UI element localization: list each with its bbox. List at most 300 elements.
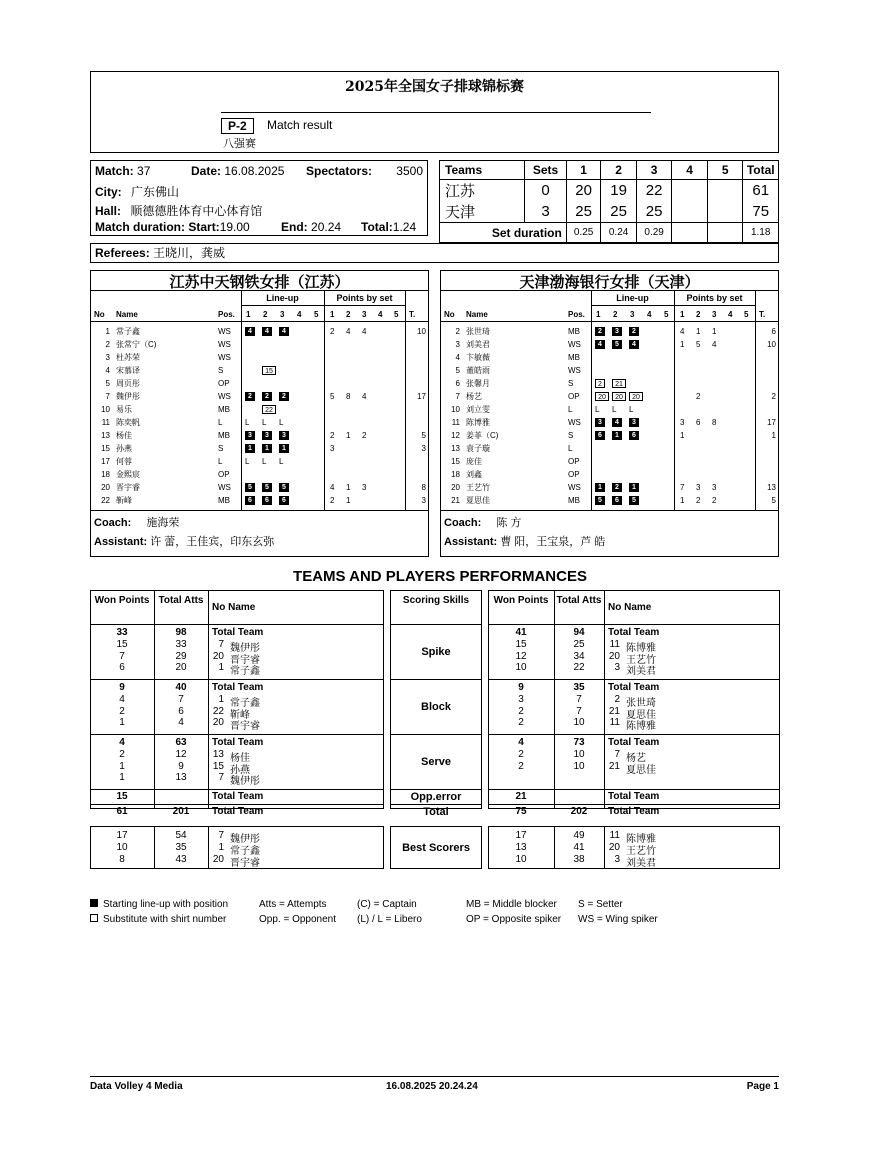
player-name: 王艺竹	[626, 845, 656, 857]
set-points: 7	[680, 483, 685, 492]
set-points: 2	[696, 392, 701, 401]
player-name: 王艺竹	[466, 483, 490, 492]
lineup-position: 6	[279, 496, 289, 505]
lineup-position: 4	[595, 340, 605, 349]
player-name: Total Team	[212, 682, 264, 693]
coach-label: Coach:	[94, 517, 132, 529]
col-lu1: 1	[596, 310, 601, 319]
col-pt1: 1	[330, 310, 335, 319]
total-atts: 7	[576, 705, 582, 717]
player-number: 18	[451, 470, 460, 479]
total-atts: 41	[573, 841, 585, 853]
total-value: 1.24	[392, 220, 417, 234]
won-points: 4	[518, 737, 524, 748]
performances-section	[90, 590, 780, 870]
player-name: 杜苏荣	[116, 353, 140, 362]
col-pos: Pos.	[568, 310, 585, 319]
set-score	[707, 180, 743, 202]
points-header: Points by set	[686, 293, 743, 303]
total-atts: 12	[175, 748, 187, 760]
player-row	[441, 495, 778, 507]
col-pt5: 5	[744, 310, 749, 319]
lineup-position: 1	[612, 431, 622, 440]
player-name: 晋宇睿	[230, 857, 260, 869]
lineup-position: 3	[595, 418, 605, 427]
skill-name-spike: Spike	[421, 646, 451, 658]
player-name: 杨艺	[466, 392, 482, 401]
end-label: End:	[281, 220, 308, 234]
won-points: 12	[515, 650, 527, 662]
col-t: T.	[409, 310, 416, 319]
set-points: 1	[696, 327, 701, 336]
total-atts: 202	[570, 806, 588, 817]
total-atts: 9	[178, 760, 184, 772]
set-points: 2	[362, 431, 367, 440]
report-subtitle: Match result	[267, 118, 333, 132]
player-name: 卞敏薇	[466, 353, 490, 362]
substitute-number: 20	[629, 392, 643, 401]
player-name: 晋宇睿	[230, 721, 260, 733]
lineup-position: 6	[629, 431, 639, 440]
lineup-position: 1	[245, 444, 255, 453]
lineup-position: 3	[629, 418, 639, 427]
set-points: 8	[712, 418, 717, 427]
total-atts: 54	[175, 830, 187, 841]
sets-won: 3	[525, 201, 567, 223]
team-name: 江苏	[440, 180, 525, 202]
player-number: 4	[455, 353, 460, 362]
team-a-assistant: 许 蕾，王佳宾，印东玄弥	[150, 536, 275, 548]
set-points: 2	[330, 431, 335, 440]
col-set5: 5	[707, 161, 743, 180]
player-total: 17	[417, 392, 426, 401]
lineup-position: 6	[262, 496, 272, 505]
col-pt2: 2	[346, 310, 351, 319]
won-points: 2	[518, 748, 524, 760]
col-name: Name	[466, 310, 488, 319]
player-number: 5	[455, 366, 460, 375]
player-total: 3	[421, 444, 426, 453]
team-b-roster	[440, 270, 779, 557]
header-no-name: No Name	[608, 602, 652, 613]
col-pt3: 3	[362, 310, 367, 319]
lineup-position: 1	[279, 444, 289, 453]
set-duration	[672, 223, 708, 243]
legend-mb: MB = Middle blocker	[466, 899, 557, 910]
player-number: 20	[101, 483, 110, 492]
won-points: 10	[515, 662, 527, 674]
player-name: 魏伊彤	[116, 392, 140, 401]
col-total: Total	[743, 161, 779, 180]
col-pos: Pos.	[218, 310, 235, 319]
substitute-number: 20	[612, 392, 626, 401]
player-name: 宋慕译	[116, 366, 140, 375]
player-row	[91, 417, 428, 429]
player-name: 刘美君	[466, 340, 490, 349]
column-divider	[208, 590, 209, 809]
player-row	[91, 482, 428, 494]
player-total: 1	[771, 431, 776, 440]
player-name: 刘立雯	[466, 405, 490, 414]
lineup-position: 2	[612, 483, 622, 492]
player-position: L	[218, 457, 223, 466]
row-divider	[390, 804, 482, 805]
substitute-number: 20	[595, 392, 609, 401]
player-name: 袁子璇	[466, 444, 490, 453]
lineup-position: 4	[629, 340, 639, 349]
libero-mark: L	[612, 405, 617, 414]
player-number: 1	[105, 327, 110, 336]
set-duration: 0.29	[636, 223, 672, 243]
row-divider	[488, 804, 780, 805]
player-position: L	[218, 418, 223, 427]
player-number: 20	[212, 717, 224, 729]
won-points: 2	[119, 705, 125, 717]
player-number: 3	[455, 340, 460, 349]
team-b-assistant: 曹 阳，王宝泉，芦 皓	[500, 536, 606, 548]
player-number: 20	[212, 650, 224, 662]
footer-page: Page 1	[746, 1081, 779, 1092]
won-points: 2	[518, 717, 524, 729]
player-total: 5	[771, 496, 776, 505]
set-points: 1	[712, 327, 717, 336]
player-name: 王艺竹	[626, 654, 656, 666]
player-number: 2	[105, 340, 110, 349]
lineup-position: 3	[262, 431, 272, 440]
best-scorers-label: Best Scorers	[402, 842, 470, 854]
team-b-name: 天津渤海银行女排（天津）	[519, 273, 700, 291]
player-row	[441, 378, 778, 390]
player-name: 陈博雅	[626, 834, 656, 845]
footer-timestamp: 16.08.2025 20.24.24	[386, 1081, 478, 1092]
player-name: 张世琦	[626, 697, 656, 709]
player-number: 12	[451, 431, 460, 440]
player-number: 11	[609, 638, 620, 650]
player-name: 何蓉	[116, 457, 132, 466]
col-set3: 3	[636, 161, 672, 180]
player-name: Total Team	[608, 737, 660, 748]
set-points: 2	[330, 327, 335, 336]
player-name: 晋宇睿	[116, 483, 140, 492]
legend-op: OP = Opposite spiker	[466, 914, 562, 925]
player-name: 周页彤	[116, 379, 140, 388]
set-points: 2	[696, 496, 701, 505]
player-name: 庞佳	[466, 457, 482, 466]
player-row	[441, 430, 778, 442]
player-row	[91, 352, 428, 364]
player-total: 10	[417, 327, 426, 336]
player-name: 孙燕	[230, 764, 250, 776]
player-name: Total Team	[212, 627, 264, 638]
lineup-position: 4	[245, 327, 255, 336]
won-points: 13	[515, 841, 527, 853]
player-row	[91, 339, 428, 351]
player-number: 10	[101, 405, 110, 414]
row-divider	[488, 679, 780, 680]
player-number: 1	[218, 662, 224, 674]
tournament-title: 2025年全国女子排球锦标赛	[345, 79, 524, 95]
lineup-header: Line-up	[266, 293, 299, 303]
start-label: Start:	[188, 220, 220, 234]
won-points: 1	[119, 760, 125, 772]
set-duration-row	[440, 223, 779, 243]
player-name: 杨佳	[116, 431, 132, 440]
match-stage: 八强赛	[223, 138, 256, 150]
libero-mark: L	[262, 457, 267, 466]
total-atts: 98	[175, 627, 187, 638]
header-total-atts: Total Atts	[158, 595, 204, 606]
lineup-position: 6	[612, 496, 622, 505]
assistant-label: Assistant:	[444, 536, 498, 548]
lineup-position: 1	[629, 483, 639, 492]
team-a-roster	[90, 270, 429, 557]
player-name: 杨艺	[626, 752, 646, 764]
total-won: 75	[515, 806, 527, 817]
set-points: 4	[680, 327, 685, 336]
set-points: 6	[696, 418, 701, 427]
player-name: 常子鑫	[230, 697, 260, 709]
col-pt4: 4	[378, 310, 383, 319]
player-number: 15	[101, 444, 110, 453]
libero-mark: L	[595, 405, 600, 414]
libero-mark: L	[279, 418, 284, 427]
player-total: 10	[767, 340, 776, 349]
match-label: Match:	[95, 164, 134, 178]
starting-lineup-icon	[90, 899, 98, 907]
lineup-header: Line-up	[616, 293, 649, 303]
score-row	[440, 180, 779, 202]
total-atts: 201	[172, 806, 190, 817]
player-name: 夏思佳	[626, 764, 656, 776]
header-won-points: Won Points	[94, 595, 150, 606]
lineup-position: 4	[262, 327, 272, 336]
team-a-name: 江苏中天钢铁女排（江苏）	[169, 273, 350, 291]
player-name: 刘鑫	[466, 470, 482, 479]
total-atts: 94	[573, 627, 585, 638]
player-row	[441, 326, 778, 338]
player-position: WS	[218, 340, 231, 349]
player-name: 魏伊彤	[230, 776, 260, 788]
player-name: 常子鑫	[230, 845, 260, 857]
col-set2: 2	[601, 161, 637, 180]
player-name: 杨佳	[230, 752, 250, 764]
set-score	[672, 201, 708, 223]
total-atts: 20	[175, 662, 187, 674]
player-name: 董皓雨	[466, 366, 490, 375]
total-atts: 13	[175, 772, 187, 784]
player-position: MB	[568, 353, 580, 362]
total-atts: 38	[573, 853, 585, 865]
row-divider	[390, 734, 482, 735]
won-points: 10	[515, 853, 527, 865]
player-row	[441, 404, 778, 416]
won-points: 2	[518, 760, 524, 772]
total-atts: 34	[573, 650, 585, 662]
lineup-position: 3	[612, 327, 622, 336]
set-points: 5	[330, 392, 335, 401]
player-position: MB	[218, 496, 230, 505]
total-atts: 7	[576, 693, 582, 705]
total-atts: 25	[573, 638, 585, 650]
lineup-position: 5	[245, 483, 255, 492]
player-position: WS	[218, 392, 231, 401]
won-points: 1	[119, 717, 125, 729]
set-points: 3	[712, 483, 717, 492]
player-number: 22	[212, 705, 224, 717]
won-points: 33	[116, 627, 128, 638]
substitute-number: 2	[595, 379, 605, 388]
player-number: 7	[218, 830, 224, 841]
player-number: 7	[218, 772, 224, 784]
opp-error-label: Total Team	[212, 791, 264, 802]
player-number: 21	[608, 705, 620, 717]
total-atts: 35	[175, 841, 187, 853]
total-won: 61	[116, 806, 128, 817]
player-number: 15	[451, 457, 460, 466]
row-divider	[90, 679, 384, 680]
skill-name-block: Block	[421, 701, 451, 713]
player-row	[441, 339, 778, 351]
col-pt4: 4	[728, 310, 733, 319]
roster-header-row	[441, 309, 778, 321]
won-points: 2	[518, 705, 524, 717]
total-atts: 10	[573, 760, 585, 772]
set-points: 3	[362, 483, 367, 492]
row-divider	[90, 624, 384, 625]
col-lu4: 4	[647, 310, 652, 319]
set-points: 1	[346, 496, 351, 505]
player-name: 姜菲（C)	[466, 431, 499, 440]
lineup-position: 6	[595, 431, 605, 440]
player-total: 13	[767, 483, 776, 492]
set-points: 2	[330, 496, 335, 505]
lineup-position: 5	[279, 483, 289, 492]
player-name: 靳峰	[116, 496, 132, 505]
total-atts: 10	[573, 748, 585, 760]
legend-ws: WS = Wing spiker	[578, 914, 658, 925]
coach-label: Coach:	[444, 517, 482, 529]
libero-mark: L	[279, 457, 284, 466]
set-points: 1	[346, 483, 351, 492]
player-number: 6	[455, 379, 460, 388]
lineup-position: 2	[279, 392, 289, 401]
perf-skills-box	[390, 590, 482, 809]
col-set4: 4	[672, 161, 708, 180]
player-total: 17	[767, 418, 776, 427]
set-duration-label: Set duration	[440, 223, 567, 243]
player-name: 张世琦	[466, 327, 490, 336]
col-no: No	[94, 310, 105, 319]
city-value: 广东佛山	[131, 185, 180, 199]
player-number: 2	[455, 327, 460, 336]
set-score: 25	[601, 201, 637, 223]
team-b-player-list	[441, 326, 778, 512]
total-label: Total Team	[212, 806, 264, 817]
set-score: 20	[566, 180, 601, 202]
set-score	[707, 201, 743, 223]
row-divider	[90, 804, 384, 805]
total-label: Total Team	[608, 806, 660, 817]
score-row	[440, 201, 779, 223]
total-atts: 22	[573, 662, 585, 674]
column-divider	[604, 590, 605, 809]
total-skill: Total	[423, 806, 449, 818]
set-points: 3	[696, 483, 701, 492]
won-points: 17	[116, 830, 128, 841]
player-name: 靳峰	[230, 709, 250, 721]
substitute-number: 15	[262, 366, 276, 375]
player-position: MB	[218, 405, 230, 414]
legend-setter: S = Setter	[578, 899, 623, 910]
won-points: 15	[515, 638, 527, 650]
player-row	[441, 417, 778, 429]
player-name: 常子鑫	[116, 327, 140, 336]
col-lu2: 2	[263, 310, 268, 319]
column-divider	[604, 826, 605, 869]
col-name: Name	[116, 310, 138, 319]
date-label: Date:	[191, 164, 222, 178]
duration-label: Match duration:	[95, 220, 185, 234]
legend-opp: Opp. = Opponent	[259, 914, 337, 925]
player-number: 13	[451, 444, 460, 453]
set-points: 1	[680, 496, 685, 505]
player-row	[91, 404, 428, 416]
player-name: 魏伊彤	[230, 642, 260, 654]
player-name: 张常宁（C)	[116, 340, 157, 349]
player-name: 张馨月	[466, 379, 490, 388]
row-divider	[390, 624, 482, 625]
set-points: 1	[346, 431, 351, 440]
header-scoring-skills: Scoring Skills	[402, 595, 470, 606]
end-value: 20.24	[311, 220, 342, 234]
player-total: 6	[771, 327, 776, 336]
lineup-position: 2	[262, 392, 272, 401]
col-lu4: 4	[297, 310, 302, 319]
total-atts: 43	[175, 853, 187, 865]
col-set1: 1	[566, 161, 601, 180]
set-score	[672, 180, 708, 202]
player-row	[441, 482, 778, 494]
player-position: WS	[218, 327, 231, 336]
opp-error-skill: Opp.error	[410, 791, 462, 803]
col-lu3: 3	[630, 310, 635, 319]
player-row	[91, 443, 428, 455]
won-points: 4	[119, 737, 125, 748]
player-row	[441, 365, 778, 377]
match-date: 16.08.2025	[224, 164, 285, 178]
header-no-name: No Name	[212, 602, 256, 613]
row-divider	[488, 734, 780, 735]
team-a-player-list	[91, 326, 428, 512]
won-points: 10	[116, 841, 128, 853]
hall-value: 顺德德胜体育中心体育馆	[130, 204, 263, 218]
libero-mark: L	[245, 457, 250, 466]
player-row	[441, 469, 778, 481]
player-number: 7	[614, 748, 620, 760]
spectators-label: Spectators:	[306, 164, 373, 178]
player-position: WS	[568, 340, 581, 349]
lineup-position: 1	[595, 483, 605, 492]
hall-label: Hall:	[95, 204, 122, 218]
won-points: 1	[119, 772, 125, 784]
total-atts: 29	[175, 650, 187, 662]
performances-title: TEAMS AND PLAYERS PERFORMANCES	[293, 568, 587, 585]
won-points: 8	[119, 853, 125, 865]
team-name: 天津	[440, 201, 525, 223]
set-points: 4	[362, 327, 367, 336]
substitute-icon	[90, 914, 98, 922]
won-points: 6	[119, 662, 125, 674]
